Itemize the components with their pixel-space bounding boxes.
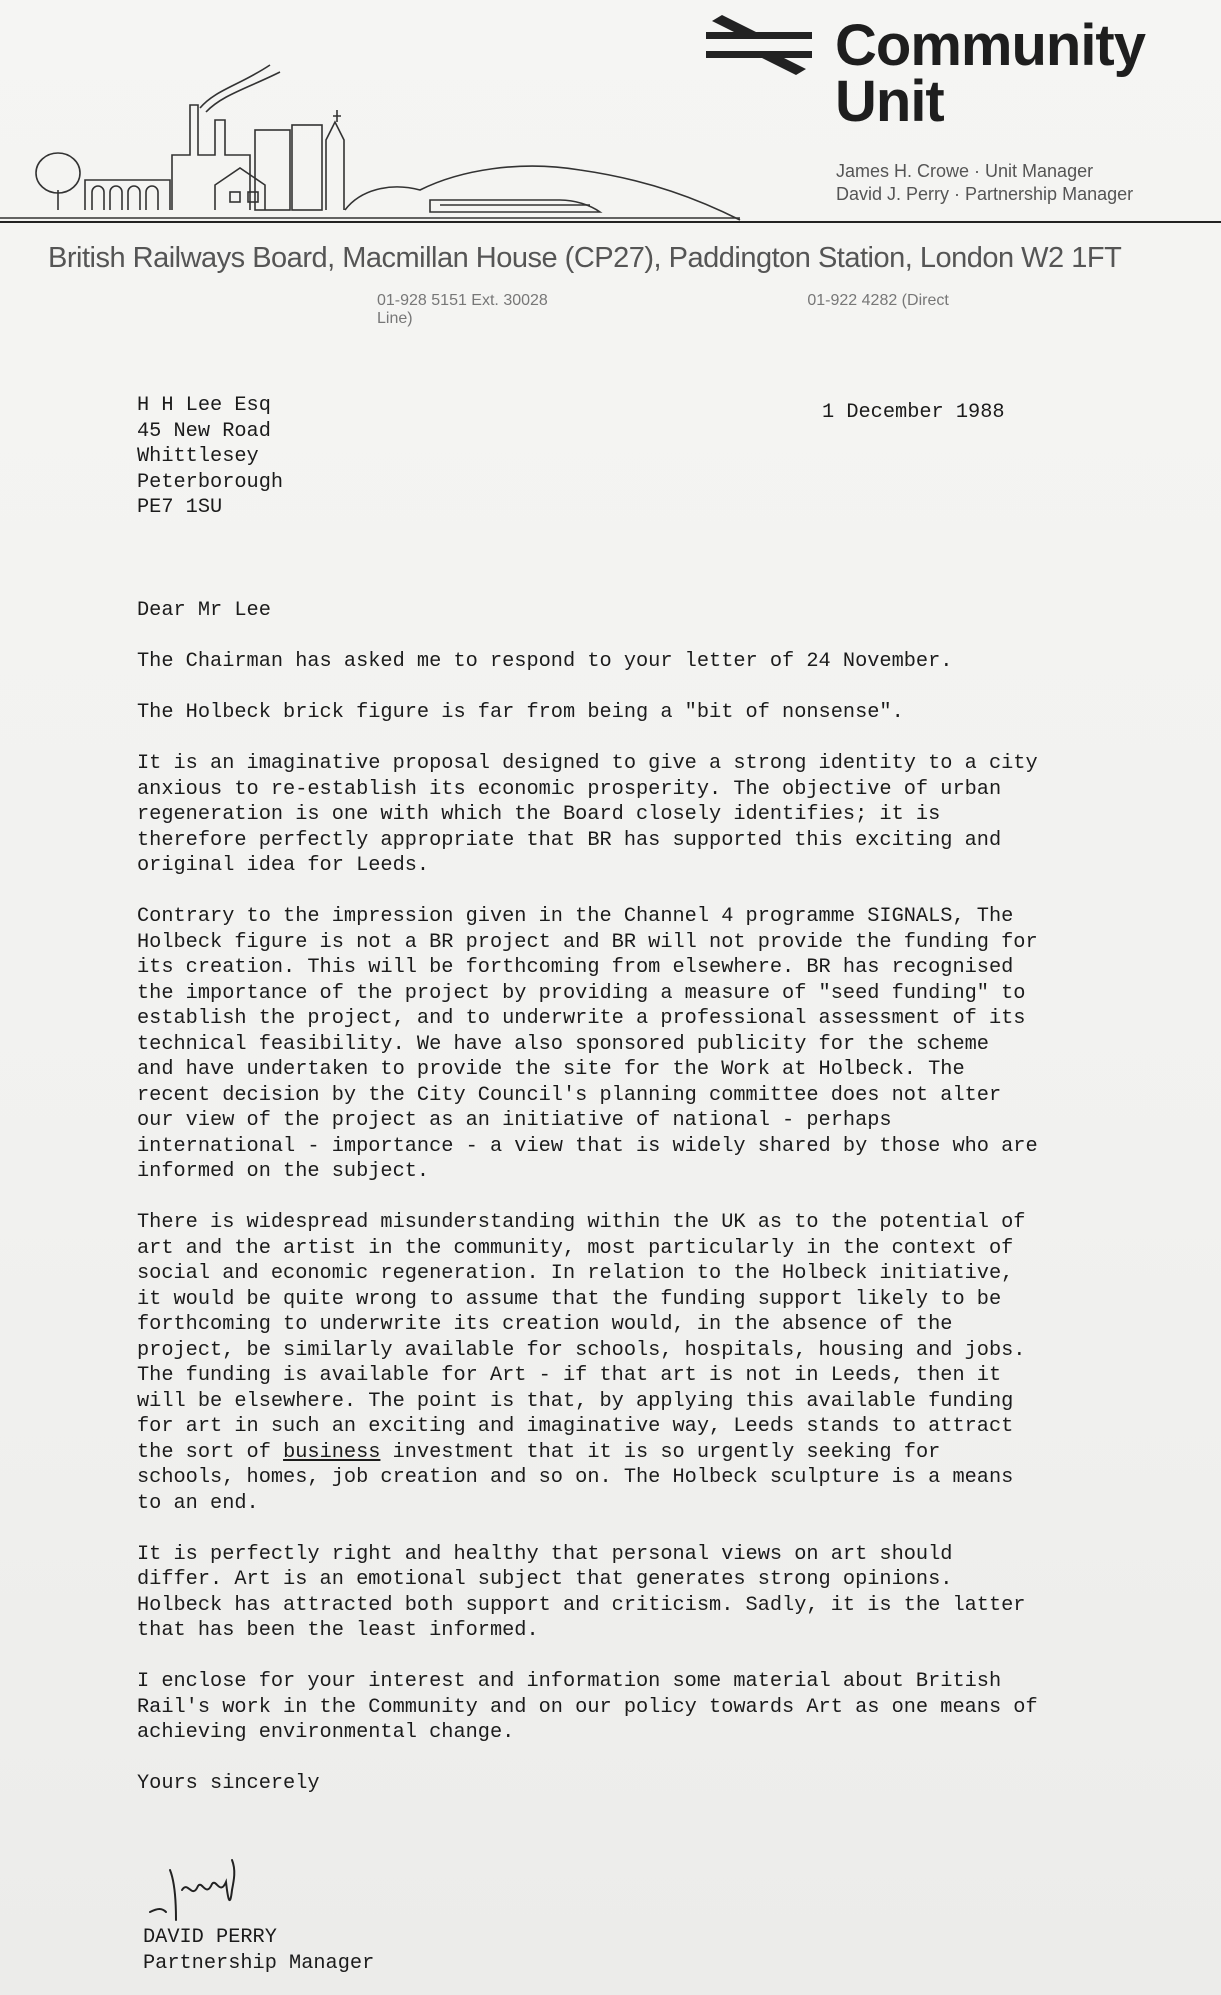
recipient-line: Peterborough <box>137 470 284 494</box>
staff-line: James H. Crowe · Unit Manager <box>836 161 1094 181</box>
closing: Yours sincerely <box>137 1772 320 1795</box>
letterhead-rule <box>0 221 1221 223</box>
paragraph: I enclose for your interest and information some material about British Rail's work in the Community and on our policy towards Art as one means of achieving environmental change. <box>137 1670 1038 1744</box>
paragraph: It is perfectly right and healthy that personal views on art should differ. Art is an emotional subject that generates strong opinions. Holbeck has attracted both support and criticism. Sadly, it is the latter that has been the least informed. <box>137 1542 1026 1642</box>
signoff <box>143 1925 543 1976</box>
letterhead-address: British Railways Board, Macmillan House (CP27), Paddington Station, London W2 1FT <box>48 242 1122 274</box>
signer-name: DAVID PERRY <box>143 1926 277 1949</box>
unit-name <box>835 13 1215 134</box>
paragraph-text: investment that it is so urgently seeking for schools, homes, job creation and so on. The Holbeck sculpture is a means to an end. <box>137 1440 1014 1515</box>
recipient-line: 45 New Road <box>137 419 271 443</box>
paragraph: Contrary to the impression given in the Channel 4 programme SIGNALS, The Holbeck figure is not a BR project and BR will not provide the funding for its creation. This will be forthcoming from elsewhere. BR has recognised the importance of the project by providing a measure of "seed funding" to establish the project, and to underwrite a professional assessment of its technical feasibility. We have also sponsored publicity for the scheme and have undertaken to provide the site for the Work at Holbeck. The recent decision by the City Council's planning committee does not alter our view of the project as an initiative of national - perhaps international - importance - a view that is widely shared by those who are informed on the subject. <box>137 905 1038 1183</box>
salutation: Dear Mr Lee <box>137 599 271 622</box>
paragraph <box>137 1210 1137 1516</box>
letter-date: 1 December 1988 <box>822 401 1005 424</box>
phone-direct: 01-922 4282 (Direct Line) <box>377 292 949 327</box>
recipient-address <box>137 393 557 521</box>
recipient-line: H H Lee Esq <box>137 394 271 417</box>
paragraph-text: There is widespread misunderstanding within the UK as to the potential of art and the artist in the community, most particularly in the context of social and economic regeneration. In relation to the Holbeck initiative, it would be quite wrong to assume that the funding support likely to be forthcoming to underwrite its creation would, in the absence of the project, be similarly available for schools, hospitals, housing and jobs. The funding is available for Art - if that art is not in Leeds, then it will be elsewhere. The point is that, by applying this available funding for art in such an exciting and imaginative way, Leeds stands to attract the sort of <box>137 1211 1026 1464</box>
paragraph: The Chairman has asked me to respond to your letter of 24 November. <box>137 650 953 673</box>
handwritten-signature <box>140 1850 300 1930</box>
paragraph: The Holbeck brick figure is far from being a "bit of nonsense". <box>137 701 904 724</box>
signer-title: Partnership Manager <box>143 1951 375 1975</box>
unit-name-line2: Unit <box>835 69 944 134</box>
staff-list <box>836 160 1216 206</box>
recipient-line: Whittlesey <box>137 445 259 468</box>
recipient-line: PE7 1SU <box>137 496 223 519</box>
underlined-word: business <box>283 1440 381 1464</box>
paragraph: It is an imaginative proposal designed to give a strong identity to a city anxious to re-establish its economic prosperity. The objective of urban regeneration is one with which the Board closely identifies; it is therefore perfectly appropriate that BR has supported this exciting and original idea for Leeds. <box>137 752 1038 877</box>
staff-line: David J. Perry · Partnership Manager <box>836 184 1134 204</box>
letterhead-phones <box>377 292 977 328</box>
british-rail-double-arrow-icon <box>700 15 818 75</box>
unit-name-line1: Community <box>835 13 1145 78</box>
phone-main: 01-928 5151 Ext. 30028 <box>377 292 548 309</box>
town-skyline-with-train-icon <box>0 50 760 230</box>
letter-body <box>137 598 1137 1822</box>
